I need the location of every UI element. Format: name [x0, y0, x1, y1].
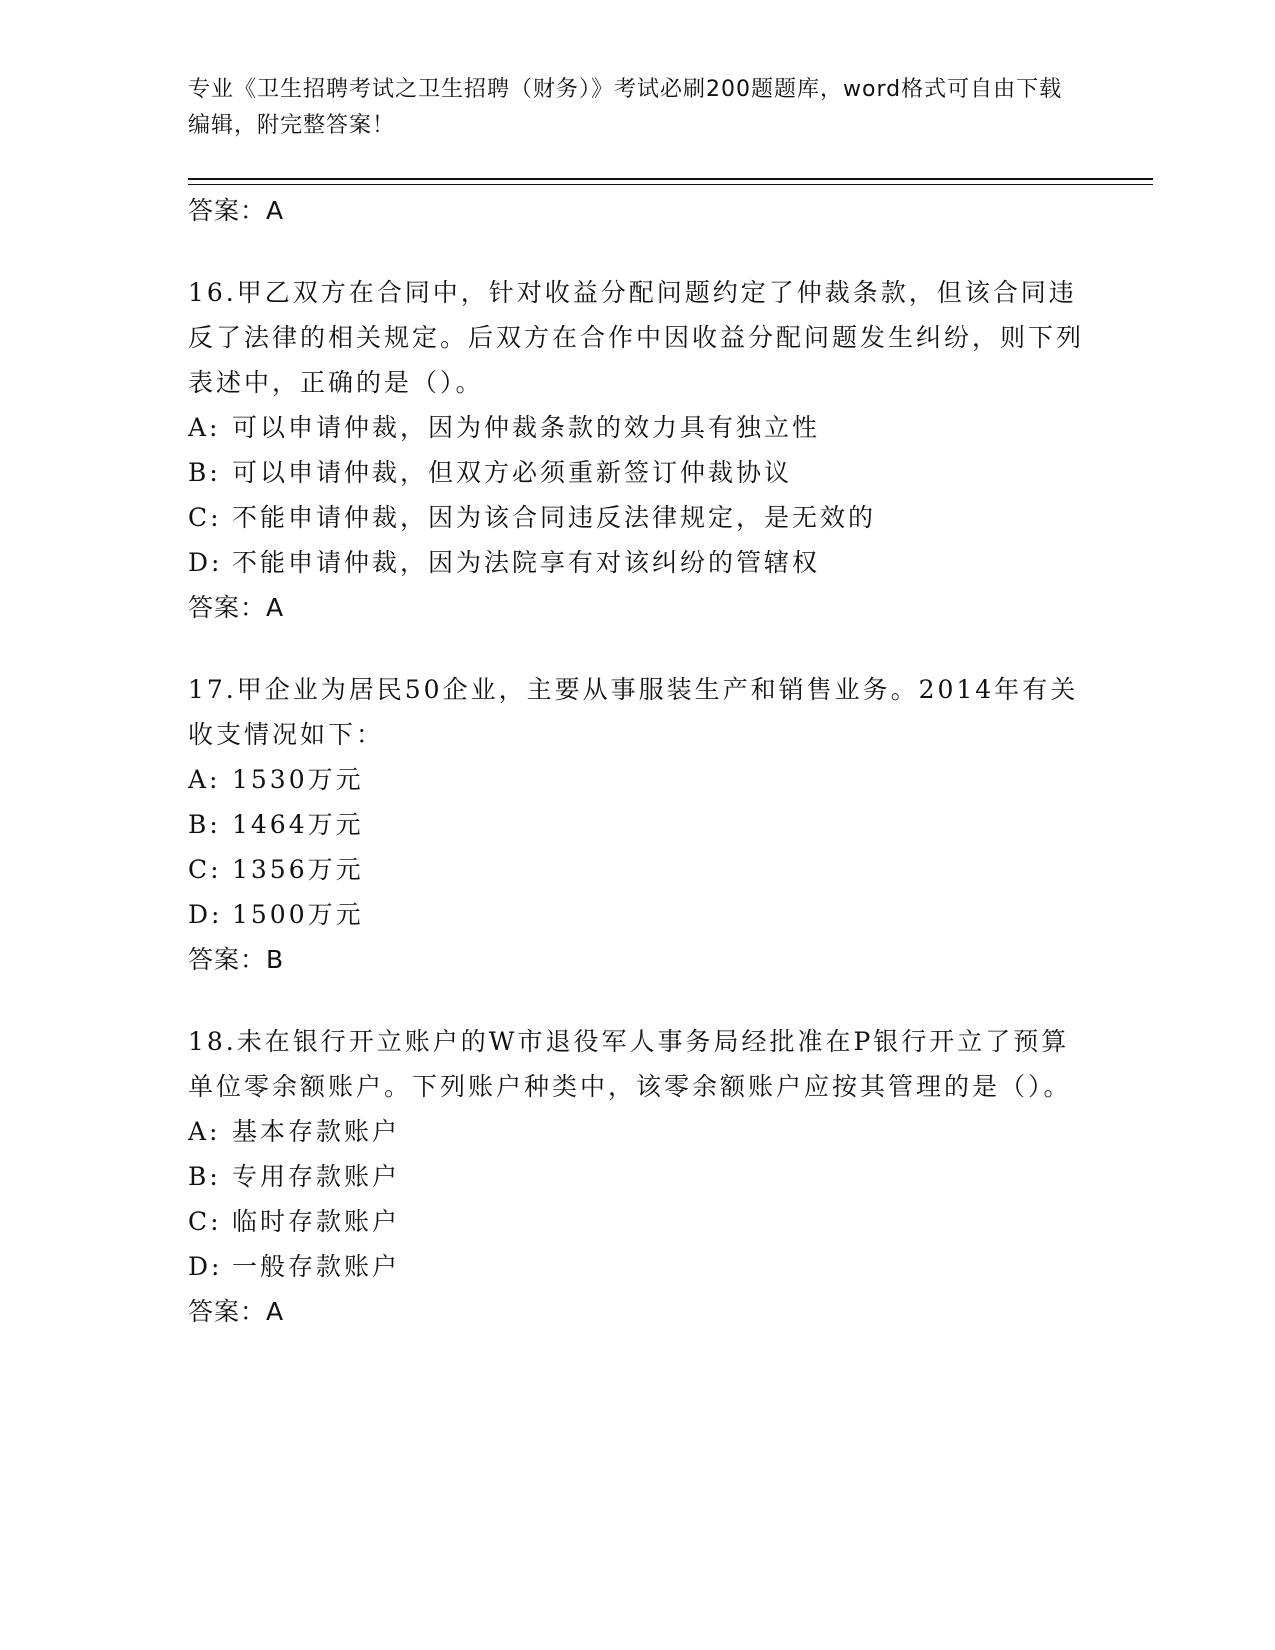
option-c [188, 495, 1088, 540]
option-letter: D: [188, 900, 223, 929]
header-rule-thin [188, 184, 1153, 185]
document-header: 专业《卫生招聘考试之卫生招聘（财务）》考试必刷200题题库，word格式可自由下载编辑，附完整答案！ [188, 77, 1063, 138]
answer-line: 答案：A [188, 593, 285, 622]
option-letter: B: [188, 1162, 221, 1191]
option-text: 可以申请仲裁，因为仲裁条款的效力具有独立性 [232, 413, 821, 442]
option-text: 临时存款账户 [232, 1207, 401, 1236]
option-letter: A: [188, 765, 221, 794]
option-text: 专用存款账户 [232, 1162, 401, 1191]
option-letter: A: [188, 413, 221, 442]
question-text: 16.甲乙双方在合同中，针对收益分配问题约定了仲裁条款，但该合同违反了法律的相关规定。后双方在合作中因收益分配问题发生纠纷，则下列表述中，正确的是（）。 [188, 278, 1085, 397]
question-18 [188, 1019, 1088, 1335]
question-16 [188, 270, 1088, 631]
option-letter: C: [188, 503, 222, 532]
option-text: 可以申请仲裁，但双方必须重新签订仲裁协议 [232, 458, 793, 487]
option-letter: B: [188, 458, 221, 487]
answer-line: 答案：A [188, 1297, 285, 1326]
option-b [188, 802, 1088, 847]
option-text: 一般存款账户 [232, 1252, 401, 1281]
option-c [188, 1199, 1088, 1244]
option-letter: D: [188, 548, 223, 577]
option-letter: A: [188, 1117, 221, 1146]
option-b [188, 1154, 1088, 1199]
option-text: 1356万元 [232, 855, 364, 884]
option-a [188, 405, 1088, 450]
option-b [188, 450, 1088, 495]
question-list [188, 188, 1088, 1335]
option-text: 基本存款账户 [232, 1117, 401, 1146]
option-d [188, 1244, 1088, 1289]
question-text: 18.未在银行开立账户的W市退役军人事务局经批准在P银行开立了预算单位零余额账户。下列账户种类中，该零余额账户应按其管理的是（）。 [188, 1027, 1072, 1101]
option-letter: C: [188, 1207, 222, 1236]
option-text: 1500万元 [232, 900, 364, 929]
option-letter: B: [188, 810, 221, 839]
answer-line: 答案：B [188, 945, 285, 974]
option-c [188, 847, 1088, 892]
option-text: 不能申请仲裁，因为该合同违反法律规定，是无效的 [232, 503, 877, 532]
option-d [188, 892, 1088, 937]
question-17 [188, 667, 1088, 983]
option-letter: D: [188, 1252, 223, 1281]
answer-line: 答案：A [188, 196, 285, 225]
option-a [188, 1109, 1088, 1154]
question-text: 17.甲企业为居民50企业，主要从事服装生产和销售业务。2014年有关收支情况如下： [188, 675, 1079, 749]
option-letter: C: [188, 855, 222, 884]
option-a [188, 757, 1088, 802]
header-rule-thick [188, 178, 1153, 180]
option-text: 1530万元 [232, 765, 364, 794]
option-d [188, 540, 1088, 585]
option-text: 不能申请仲裁，因为法院享有对该纠纷的管辖权 [232, 548, 821, 577]
option-text: 1464万元 [232, 810, 364, 839]
